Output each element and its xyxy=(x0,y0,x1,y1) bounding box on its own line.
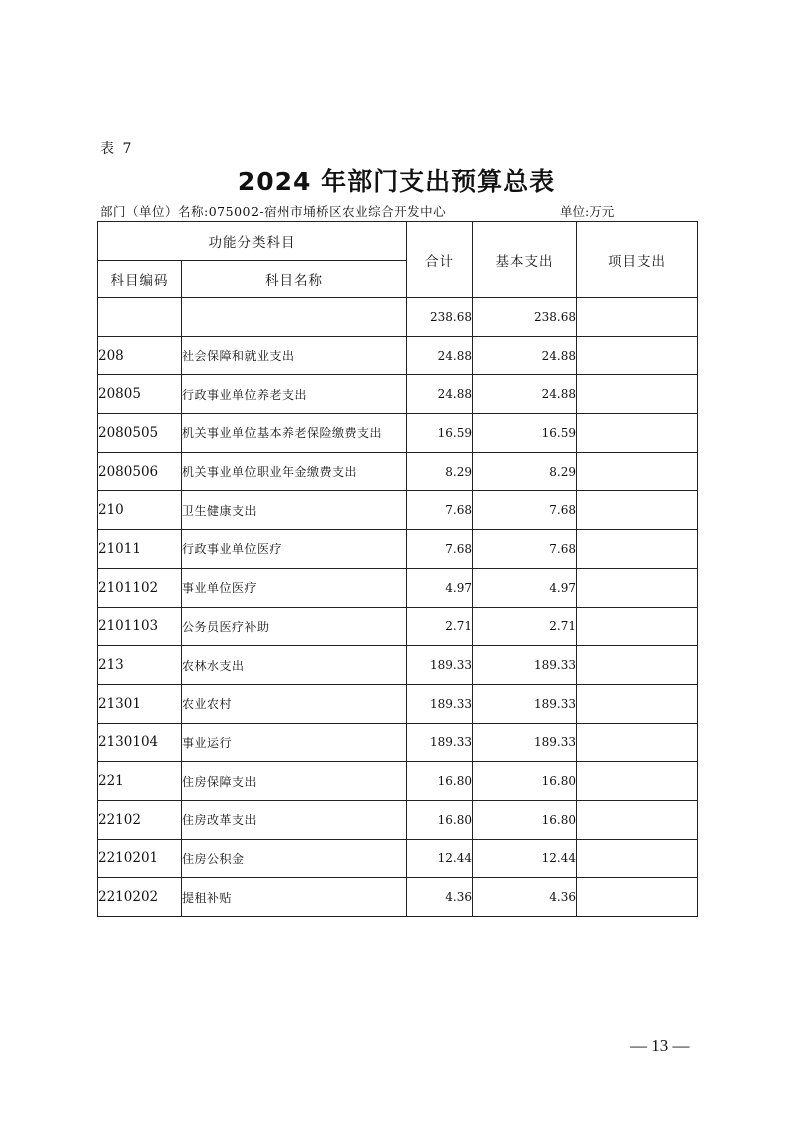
basic-expenditure-cell: 24.88 xyxy=(473,336,577,375)
subject-code-cell: 2101102 xyxy=(98,568,182,607)
subject-name-cell: 农林水支出 xyxy=(182,646,407,685)
subject-name-cell: 住房公积金 xyxy=(182,839,407,878)
project-expenditure-cell xyxy=(577,530,698,569)
header-subject-name: 科目名称 xyxy=(182,261,407,298)
subject-code-cell xyxy=(98,298,182,337)
project-expenditure-cell xyxy=(577,568,698,607)
table-row xyxy=(98,684,698,723)
subject-code-cell: 21011 xyxy=(98,530,182,569)
subject-code-cell: 20805 xyxy=(98,375,182,414)
subject-name-cell: 卫生健康支出 xyxy=(182,491,407,530)
subject-name-cell: 机关事业单位基本养老保险缴费支出 xyxy=(182,414,407,453)
department-name: 部门（单位）名称:075002-宿州市埇桥区农业综合开发中心 xyxy=(100,204,447,219)
total-cell: 8.29 xyxy=(407,452,473,491)
project-expenditure-cell xyxy=(577,298,698,337)
table-row xyxy=(98,414,698,453)
total-cell: 16.59 xyxy=(407,414,473,453)
project-expenditure-cell xyxy=(577,646,698,685)
total-cell: 189.33 xyxy=(407,684,473,723)
total-cell: 4.97 xyxy=(407,568,473,607)
table-row xyxy=(98,762,698,801)
subject-name-cell: 事业单位医疗 xyxy=(182,568,407,607)
total-cell: 16.80 xyxy=(407,800,473,839)
project-expenditure-cell xyxy=(577,336,698,375)
project-expenditure-cell xyxy=(577,375,698,414)
table-row xyxy=(98,723,698,762)
total-cell: 189.33 xyxy=(407,723,473,762)
table-row xyxy=(98,375,698,414)
total-cell: 2.71 xyxy=(407,607,473,646)
basic-expenditure-cell: 189.33 xyxy=(473,723,577,762)
basic-expenditure-cell: 4.97 xyxy=(473,568,577,607)
header-functional-classification: 功能分类科目 xyxy=(98,222,407,261)
subject-name-cell: 住房改革支出 xyxy=(182,800,407,839)
project-expenditure-cell xyxy=(577,452,698,491)
subject-name-cell xyxy=(182,298,407,337)
total-cell: 189.33 xyxy=(407,646,473,685)
table-row xyxy=(98,491,698,530)
subject-code-cell: 2130104 xyxy=(98,723,182,762)
basic-expenditure-cell: 8.29 xyxy=(473,452,577,491)
subject-code-cell: 208 xyxy=(98,336,182,375)
table-row xyxy=(98,800,698,839)
total-cell: 7.68 xyxy=(407,530,473,569)
project-expenditure-cell xyxy=(577,878,698,917)
project-expenditure-cell xyxy=(577,491,698,530)
basic-expenditure-cell: 12.44 xyxy=(473,839,577,878)
project-expenditure-cell xyxy=(577,684,698,723)
table-row xyxy=(98,568,698,607)
table-label: 表 7 xyxy=(100,141,134,157)
subject-code-cell: 2210202 xyxy=(98,878,182,917)
basic-expenditure-cell: 24.88 xyxy=(473,375,577,414)
subject-code-cell: 2101103 xyxy=(98,607,182,646)
total-cell: 16.80 xyxy=(407,762,473,801)
subject-code-cell: 22102 xyxy=(98,800,182,839)
subject-name-cell: 行政事业单位医疗 xyxy=(182,530,407,569)
unit-label: 单位:万元 xyxy=(560,204,615,219)
basic-expenditure-cell: 2.71 xyxy=(473,607,577,646)
basic-expenditure-cell: 16.80 xyxy=(473,762,577,801)
table-row xyxy=(98,607,698,646)
page-number: — 13 — xyxy=(630,1036,690,1055)
basic-expenditure-cell: 4.36 xyxy=(473,878,577,917)
project-expenditure-cell xyxy=(577,723,698,762)
subject-name-cell: 提租补贴 xyxy=(182,878,407,917)
total-cell: 24.88 xyxy=(407,375,473,414)
header-subject-code: 科目编码 xyxy=(98,261,182,298)
subject-name-cell: 农业农村 xyxy=(182,684,407,723)
table-row xyxy=(98,452,698,491)
basic-expenditure-cell: 189.33 xyxy=(473,684,577,723)
table-row xyxy=(98,298,698,337)
subject-code-cell: 221 xyxy=(98,762,182,801)
project-expenditure-cell xyxy=(577,800,698,839)
subject-name-cell: 社会保障和就业支出 xyxy=(182,336,407,375)
project-expenditure-cell xyxy=(577,607,698,646)
page-title: 2024 年部门支出预算总表 xyxy=(237,167,556,196)
subject-code-cell: 213 xyxy=(98,646,182,685)
table-row xyxy=(98,646,698,685)
basic-expenditure-cell: 16.59 xyxy=(473,414,577,453)
budget-table xyxy=(97,221,698,917)
basic-expenditure-cell: 189.33 xyxy=(473,646,577,685)
subject-name-cell: 住房保障支出 xyxy=(182,762,407,801)
subject-code-cell: 2080505 xyxy=(98,414,182,453)
total-cell: 24.88 xyxy=(407,336,473,375)
project-expenditure-cell xyxy=(577,762,698,801)
total-cell: 7.68 xyxy=(407,491,473,530)
header-basic-expenditure: 基本支出 xyxy=(473,222,577,298)
table-row xyxy=(98,839,698,878)
subject-code-cell: 210 xyxy=(98,491,182,530)
subject-name-cell: 行政事业单位养老支出 xyxy=(182,375,407,414)
table-row xyxy=(98,530,698,569)
subject-name-cell: 机关事业单位职业年金缴费支出 xyxy=(182,452,407,491)
total-cell: 12.44 xyxy=(407,839,473,878)
subject-name-cell: 事业运行 xyxy=(182,723,407,762)
project-expenditure-cell xyxy=(577,414,698,453)
table-row xyxy=(98,336,698,375)
basic-expenditure-cell: 16.80 xyxy=(473,800,577,839)
header-total: 合计 xyxy=(407,222,473,298)
subject-code-cell: 2080506 xyxy=(98,452,182,491)
project-expenditure-cell xyxy=(577,839,698,878)
table-row xyxy=(98,878,698,917)
subject-code-cell: 21301 xyxy=(98,684,182,723)
header-project-expenditure: 项目支出 xyxy=(577,222,698,298)
subject-code-cell: 2210201 xyxy=(98,839,182,878)
subject-name-cell: 公务员医疗补助 xyxy=(182,607,407,646)
basic-expenditure-cell: 7.68 xyxy=(473,530,577,569)
total-cell: 4.36 xyxy=(407,878,473,917)
total-cell: 238.68 xyxy=(407,298,473,337)
basic-expenditure-cell: 7.68 xyxy=(473,491,577,530)
basic-expenditure-cell: 238.68 xyxy=(473,298,577,337)
